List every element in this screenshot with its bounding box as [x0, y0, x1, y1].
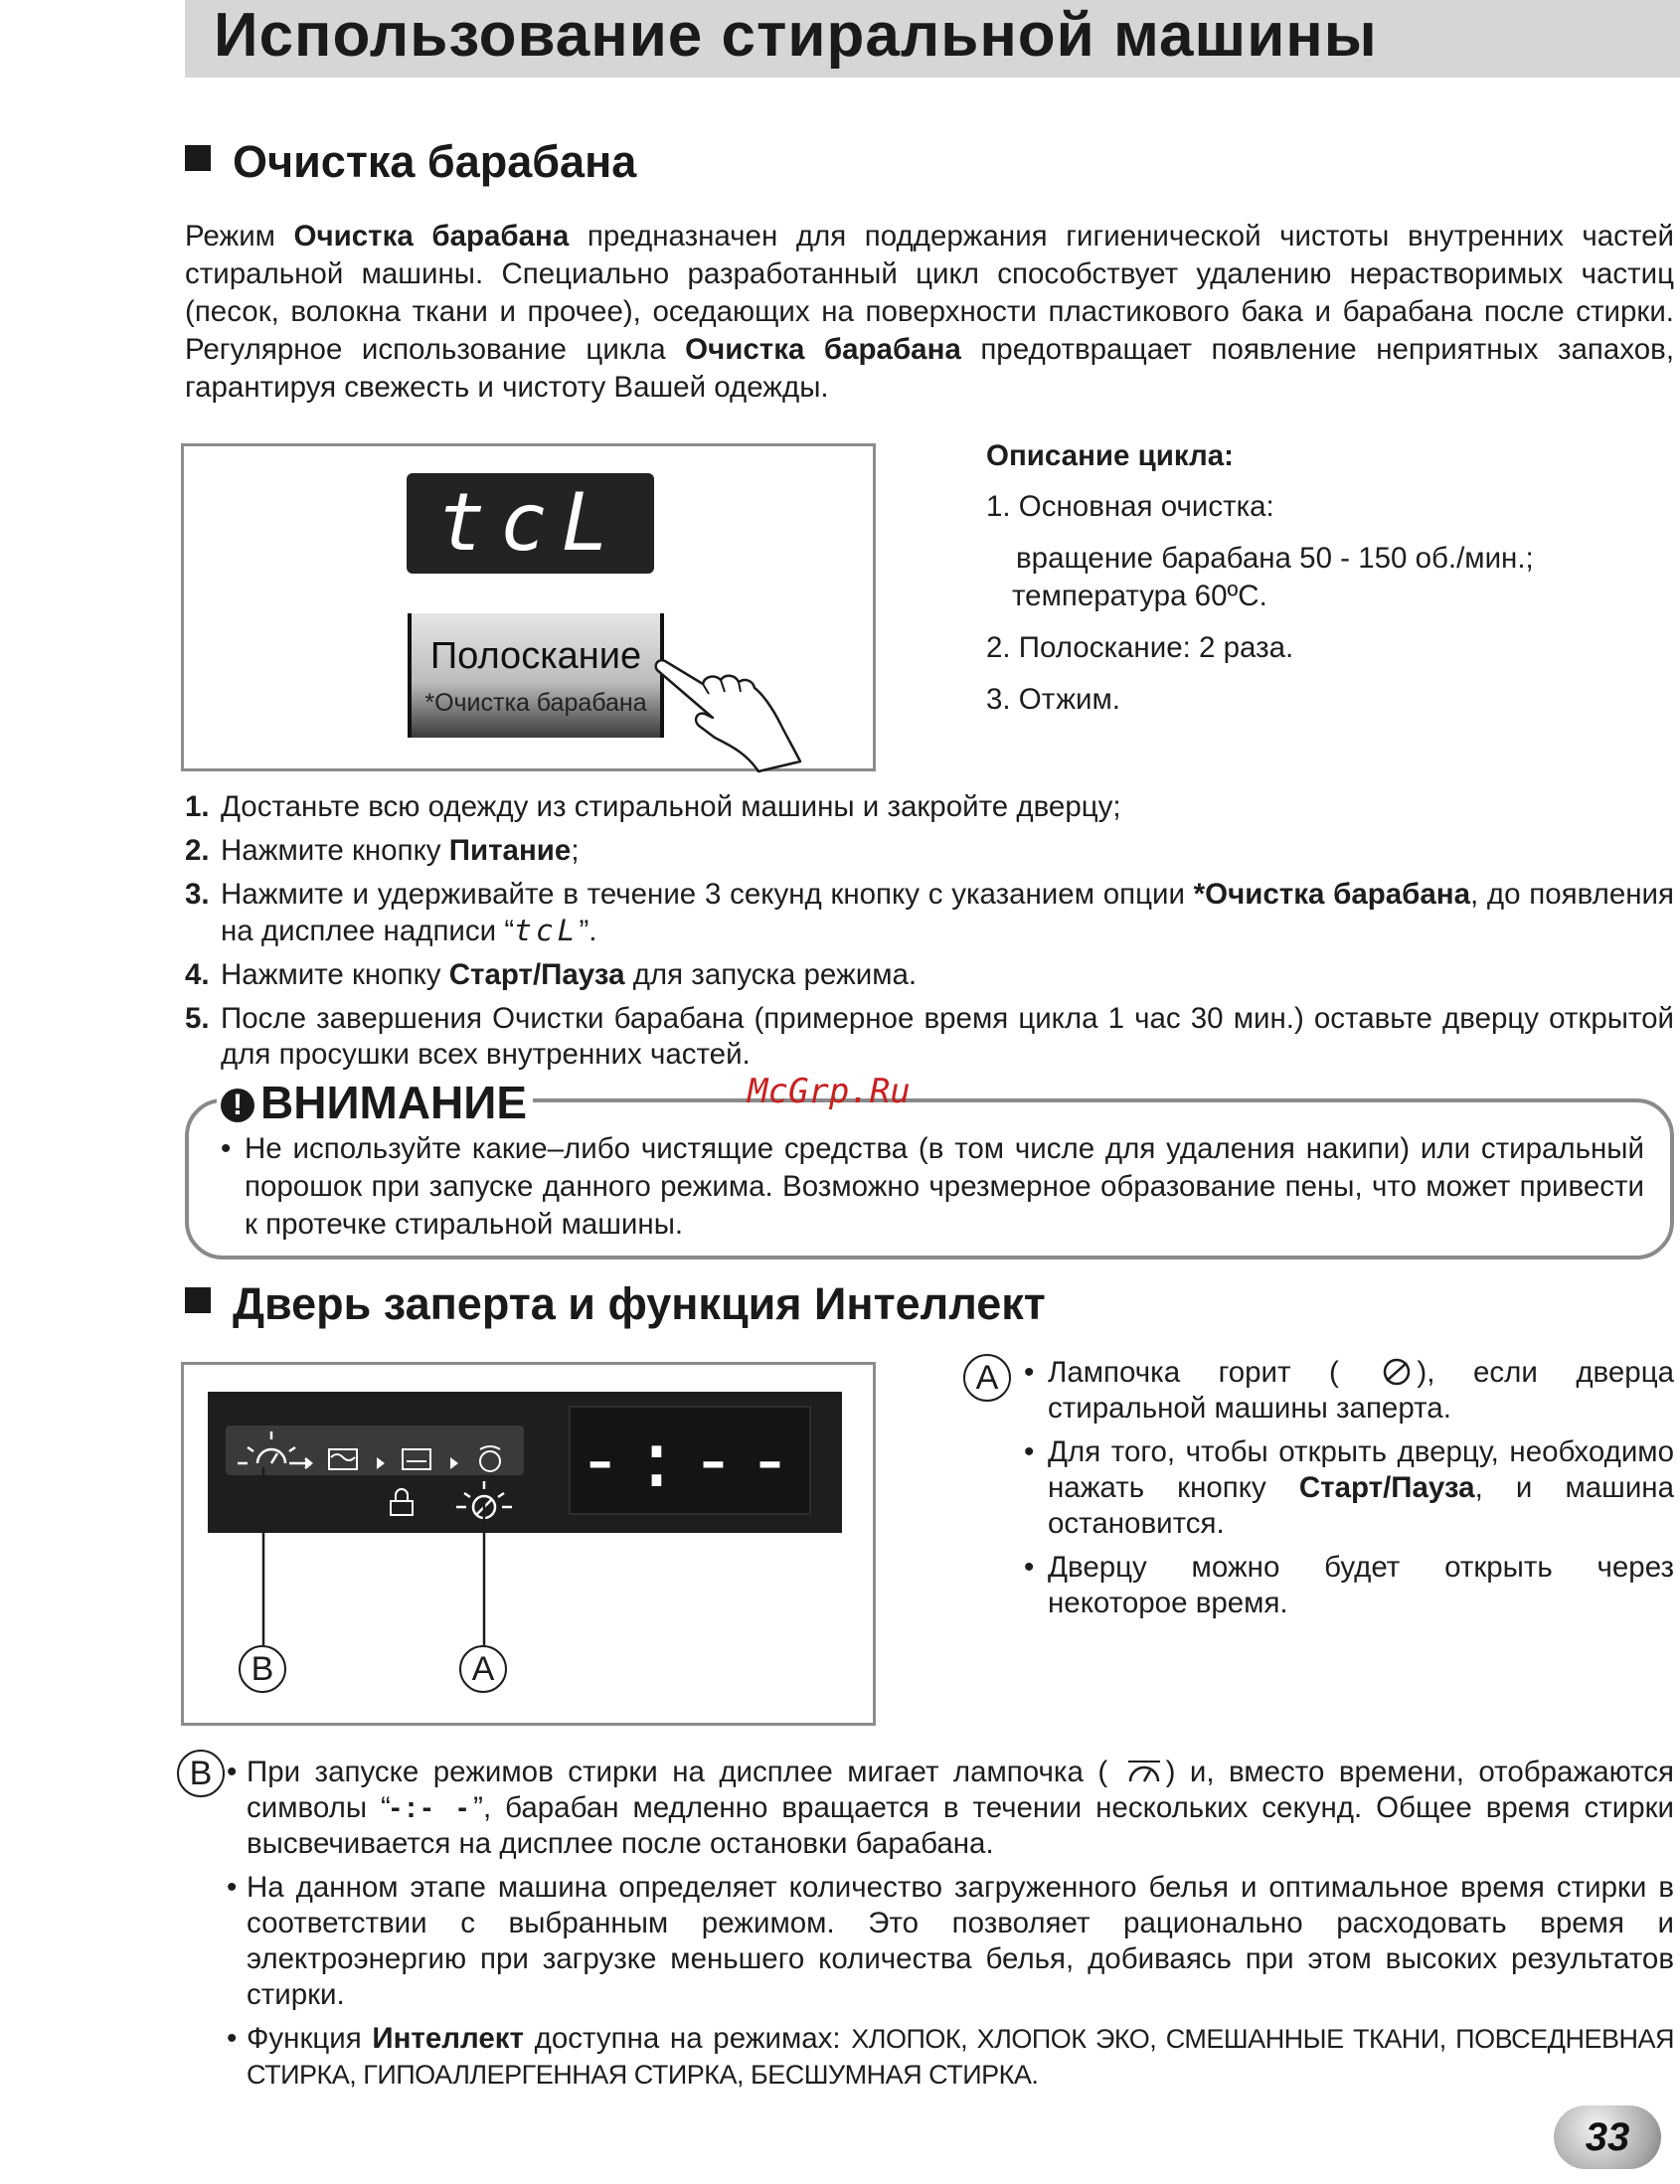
exclamation-icon: !	[221, 1089, 254, 1122]
marker-b	[177, 1750, 225, 1797]
watermark: McGrp.Ru	[748, 1072, 911, 1111]
callout-a	[459, 1645, 507, 1693]
a-bullet-2-post: , и машина остановится.	[1048, 1471, 1674, 1540]
b-bullet-3: • Функция Интеллект доступна на режимах: ХЛОПОК, ХЛОПОК ЭКО, СМЕШАННЫЕ ТКАНИ, ПОВСЕДНЕВНАЯ СТИРКА, ГИПОАЛЛЕРГЕННАЯ СТИРКА, БЕСШУМНАЯ СТИРКА.	[227, 2022, 1674, 2090]
intro-text-2: предназначен для поддержания гигиенической чистоты внутренних частей стиральной машины. Специально разработанный цикл способствует удалению нерастворимых частиц (песок, волокна ткани и прочее), оседающих на поверхности пластикового бака и барабана после стирки. Регулярное использование цикла	[185, 220, 1674, 366]
cycle-step-1a: вращение барабана 50 - 150 об./мин.;	[1016, 542, 1534, 575]
a-bullet-3-text: Дверцу можно будет открыть через некоторое время.	[1048, 1551, 1674, 1619]
cycle-description	[986, 437, 1672, 719]
b-display-symbols: -:- -	[390, 1791, 474, 1824]
a-bullet-2-bold: Старт/Пауза	[1298, 1471, 1475, 1504]
a-bullet-1-post: ), если дверца стиральной машины заперта.	[1048, 1356, 1674, 1425]
callout-b-label: B	[239, 1645, 286, 1693]
a-bullet-1-pre: Лампочка горит (	[1048, 1356, 1339, 1389]
callout-a-label: A	[459, 1645, 507, 1693]
b-bullet-2-text: На данном этапе машина определяет количество загруженного белья и оптимальное время стирки в соответствии с выбранным режимом. Это позволяет рационально расходовать время и электроэнергию при загрузке меньшего количества белья, добиваясь при этом высоких результатов стирки.	[247, 1871, 1674, 2011]
a-bullet-2: • Для того, чтобы открыть дверцу, необходимо нажать кнопку Старт/Пауза, и машина остановится.	[1024, 1435, 1674, 1540]
step-number: 2.	[185, 834, 210, 867]
cycle-step-3: 3. Отжим.	[986, 683, 1120, 716]
step-5	[185, 1001, 1674, 1073]
lcd-text: tcL	[437, 476, 623, 569]
rinse-button-sublabel: *Очистка барабана	[424, 689, 647, 717]
section-heading-smart	[185, 1277, 1046, 1331]
a-bullet-2-pre: Для того, чтобы открыть дверцу, необходимо нажать кнопку	[1048, 1435, 1674, 1504]
steps-list	[185, 789, 1674, 1081]
lcd-display	[407, 473, 654, 574]
callout-b	[239, 1645, 286, 1693]
b-bullet-3-post: доступна на режимах:	[523, 2022, 852, 2055]
cycle-step-2: 2. Полоскание: 2 раза.	[986, 631, 1294, 664]
step-number: 5.	[185, 1002, 210, 1035]
callout-lines	[184, 1365, 873, 1723]
step-text: Нажмите кнопку	[221, 958, 449, 991]
time-display-text: -:--	[577, 1416, 803, 1505]
smart-dial-icon	[1122, 1758, 1166, 1787]
intro-paragraph	[185, 218, 1674, 407]
step-4	[185, 957, 1674, 993]
drum-cleaning-figure	[181, 443, 876, 771]
step-2	[185, 833, 1674, 869]
door-lock-icon	[1377, 1357, 1417, 1387]
b-bullet-2: • На данном этапе машина определяет количество загруженного белья и оптимальное время стирки в соответствии с выбранным режимом. Это позволяет рационально расходовать время и электроэнергию при загрузке меньшего количества белья, добиваясь при этом высоких результатов стирки.	[227, 1871, 1674, 2011]
cycle-step-1b: температура 60ºС.	[1012, 580, 1267, 612]
step-bold: Питание	[448, 834, 572, 867]
heading-square-icon	[185, 1287, 211, 1313]
step-text-end: ;	[571, 834, 580, 867]
marker-a-label: A	[963, 1354, 1011, 1402]
page-number: 33	[1554, 2105, 1661, 2169]
intro-text-1: Режим	[185, 220, 294, 252]
step-text-end: для запуска режима.	[624, 958, 918, 991]
caution-text-block: • Не используйте какие–либо чистящие средства (в том числе для удаления накипи) или стиральный порошок при запуске данного режима. Возможно чрезмерное образование пены, что может привести к протечке стиральной машины.	[221, 1132, 1644, 1241]
a-bullets	[1024, 1355, 1674, 1621]
intro-text-3: предотвращает появление неприятных запахов, гарантируя свежесть и чистоту Вашей одежды.	[185, 333, 1675, 404]
step-bold: Старт/Пауза	[448, 958, 625, 991]
b-bullet-3-pre: Функция	[247, 2022, 373, 2055]
step-number: 4.	[185, 958, 210, 991]
step-text: После завершения Очистки барабана (примерное время цикла 1 час 30 мин.) оставьте дверцу открытой для просушки всех внутренних частей.	[221, 1002, 1674, 1071]
b-bullet-1-mid: ) и, вместо времени, отображаются символы “	[247, 1756, 1674, 1824]
tcl-display-glyph: tcL	[514, 914, 580, 947]
step-number: 3.	[185, 878, 210, 911]
cycle-title: Описание цикла:	[986, 439, 1234, 472]
a-bullet-3: • Дверцу можно будет открыть через некоторое время.	[1024, 1551, 1674, 1619]
heading-text: Дверь заперта и функция Интеллект	[233, 1278, 1046, 1329]
intro-bold-1: Очистка барабана	[293, 220, 570, 252]
b-bullet-1-pre: При запуске режимов стирки на дисплее мигает лампочка (	[247, 1756, 1108, 1788]
cycle-step-1: 1. Основная очистка:	[986, 490, 1274, 523]
step-bold: *Очистка барабана	[1193, 878, 1471, 911]
b-bullet-3-bold: Интеллект	[372, 2022, 524, 2055]
rinse-button-label: Полоскание	[429, 635, 642, 677]
step-text-mid: , до появления на дисплее надписи “	[221, 878, 1674, 947]
hand-pointer-icon	[651, 650, 810, 774]
caution-text: Не используйте какие–либо чистящие средства (в том числе для удаления накипи) или стиральный порошок при запуске данного режима. Возможно чрезмерное образование пены, что может привести к протечке стиральной машины.	[245, 1132, 1644, 1241]
rinse-button[interactable]	[408, 613, 664, 738]
marker-b-label: B	[177, 1750, 225, 1797]
step-text-end: ”.	[579, 915, 597, 947]
intro-bold-2: Очистка барабана	[685, 333, 961, 366]
step-text: Нажмите и удерживайте в течение 3 секунд кнопку с указанием опции	[221, 878, 1194, 911]
marker-a	[963, 1354, 1011, 1402]
caution-title-text: ВНИМАНИЕ	[260, 1077, 528, 1128]
section-heading-drum-cleaning	[185, 135, 636, 189]
caution-title	[217, 1077, 533, 1128]
b-bullet-1: • При запуске режимов стирки на дисплее мигает лампочка ( ) и, вместо времени, отображаются символы “-:- -”, барабан медленно вращается в течении нескольких секунд. Общее время стирки высвечивается на дисплее после остановки барабана.	[227, 1756, 1674, 1860]
step-number: 1.	[185, 790, 210, 823]
b-bullets	[227, 1755, 1674, 2093]
heading-square-icon	[185, 145, 211, 171]
step-3	[185, 877, 1674, 949]
step-text: Нажмите кнопку	[221, 834, 449, 867]
a-bullet-1: • Лампочка горит ( ), если дверца стиральной машины заперта.	[1024, 1356, 1674, 1425]
b-bullet-1-post: ”, барабан медленно вращается в течении нескольких секунд. Общее время стирки высвечивается на дисплее после остановки барабана.	[247, 1791, 1674, 1860]
page-title: Использование стиральной машины	[214, 1, 1378, 70]
heading-text: Очистка барабана	[233, 136, 637, 187]
b-bullet-3-modes: ХЛОПОК, ХЛОПОК ЭКО, СМЕШАННЫЕ ТКАНИ, ПОВСЕДНЕВНАЯ СТИРКА, ГИПОАЛЛЕРГЕННАЯ СТИРКА, БЕСШУМНАЯ СТИРКА.	[247, 2024, 1674, 2090]
step-text: Достаньте всю одежду из стиральной машины и закройте дверцу;	[221, 790, 1121, 823]
control-panel-figure	[181, 1362, 876, 1726]
step-1	[185, 789, 1674, 825]
